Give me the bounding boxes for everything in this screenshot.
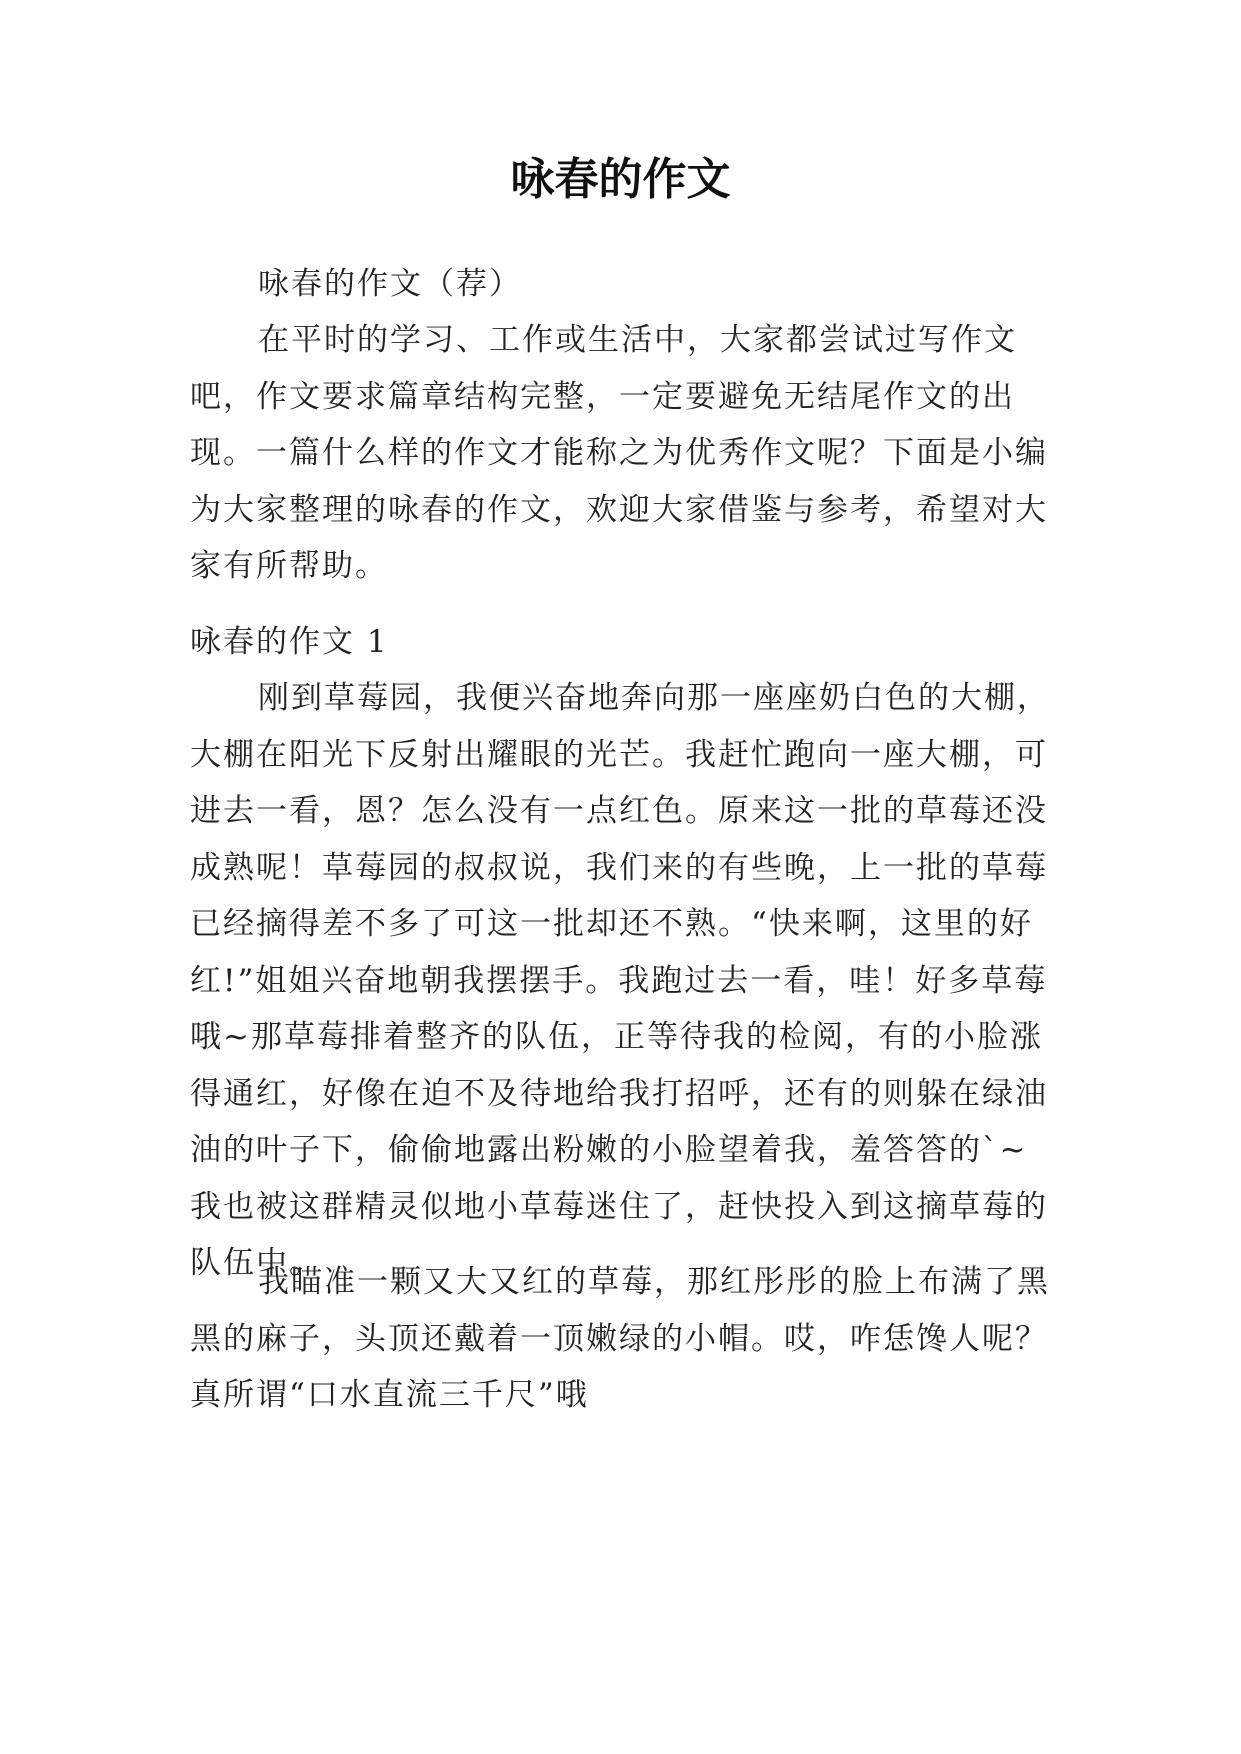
intro-paragraph: 在平时的学习、工作或生活中，大家都尝试过写作文吧，作文要求篇章结构完整，一定要避免无结尾作文的出现。一篇什么样的作文才能称之为优秀作文呢？下面是小编为大家整理的咏春的作文，欢迎大家借鉴与参考，希望对大家有所帮助。 <box>190 322 1048 584</box>
body-paragraph-2: 我瞄准一颗又大又红的草莓，那红彤彤的脸上布满了黑黑的麻子，头顶还戴着一顶嫩绿的小帽。哎，咋恁馋人呢？真所谓“口水直流三千尺”哦 <box>190 1264 1050 1413</box>
subtitle: 咏春的作文（荐） <box>258 266 522 302</box>
section-heading: 咏春的作文 1 <box>190 624 389 660</box>
page-title: 咏春的作文 <box>510 154 731 205</box>
body-paragraph-1: 刚到草莓园，我便兴奋地奔向那一座座奶白色的大棚，大棚在阳光下反射出耀眼的光芒。我赶忙跑向一座大棚，可进去一看，恩？怎么没有一点红色。原来这一批的草莓还没成熟呢！草莓园的叔叔说，我们来的有些晚，上一批的草莓已经摘得差不多了可这一批却还不熟。“快来啊，这里的好红!”姐姐兴奋地朝我摆摆手。我跑过去一看，哇！好多草莓哦~那草莓排着整齐的队伍，正等待我的检阅，有的小脸涨得通红，好像在迫不及待地给我打招呼，还有的则躲在绿油油的叶子下，偷偷地露出粉嫩的小脸望着我，羞答答的`~我也被这群精灵似地小草莓迷住了，赶快投入到这摘草莓的队伍中。 <box>190 680 1050 1281</box>
